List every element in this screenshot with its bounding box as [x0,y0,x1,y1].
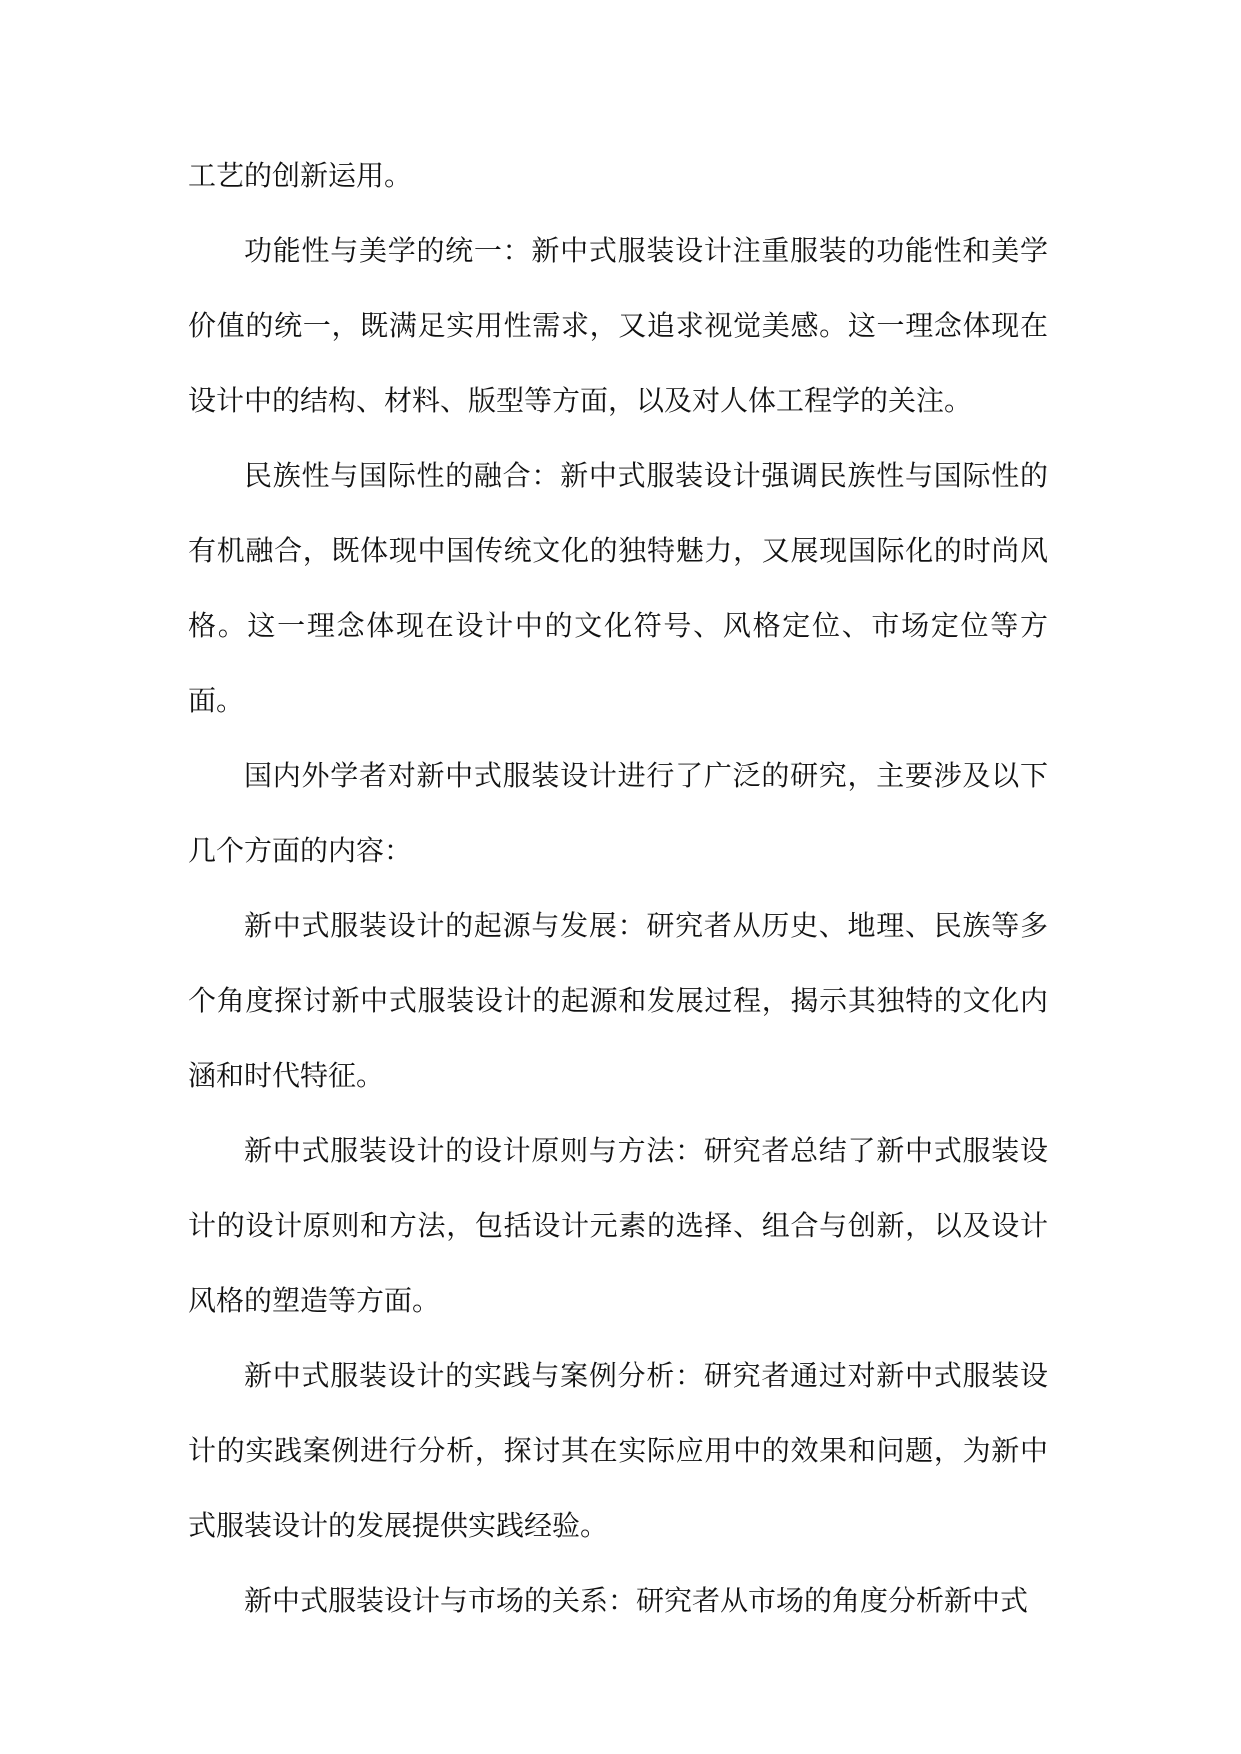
paragraph-research-overview: 国内外学者对新中式服装设计进行了广泛的研究，主要涉及以下几个方面的内容： [188,759,1048,867]
body-text [188,138,1048,1638]
paragraph-market-relation: 新中式服装设计与市场的关系：研究者从市场的角度分析新中式 [244,1584,1029,1617]
paragraph-continuation: 工艺的创新运用。 [188,159,413,192]
paragraph-national-international: 民族性与国际性的融合：新中式服装设计强调民族性与国际性的有机融合，既体现中国传统文化的独特魅力，又展现国际化的时尚风格。这一理念体现在设计中的文化符号、风格定位、市场定位等方面。 [188,459,1048,717]
paragraph-function-aesthetics: 功能性与美学的统一：新中式服装设计注重服装的功能性和美学价值的统一，既满足实用性需求，又追求视觉美感。这一理念体现在设计中的结构、材料、版型等方面，以及对人体工程学的关注。 [188,234,1048,417]
paragraph-principles-methods: 新中式服装设计的设计原则与方法：研究者总结了新中式服装设计的设计原则和方法，包括设计元素的选择、组合与创新，以及设计风格的塑造等方面。 [188,1134,1048,1317]
paragraph-origin-development: 新中式服装设计的起源与发展：研究者从历史、地理、民族等多个角度探讨新中式服装设计的起源和发展过程，揭示其独特的文化内涵和时代特征。 [188,909,1048,1092]
paragraph-practice-cases: 新中式服装设计的实践与案例分析：研究者通过对新中式服装设计的实践案例进行分析，探讨其在实际应用中的效果和问题，为新中式服装设计的发展提供实践经验。 [188,1359,1048,1542]
